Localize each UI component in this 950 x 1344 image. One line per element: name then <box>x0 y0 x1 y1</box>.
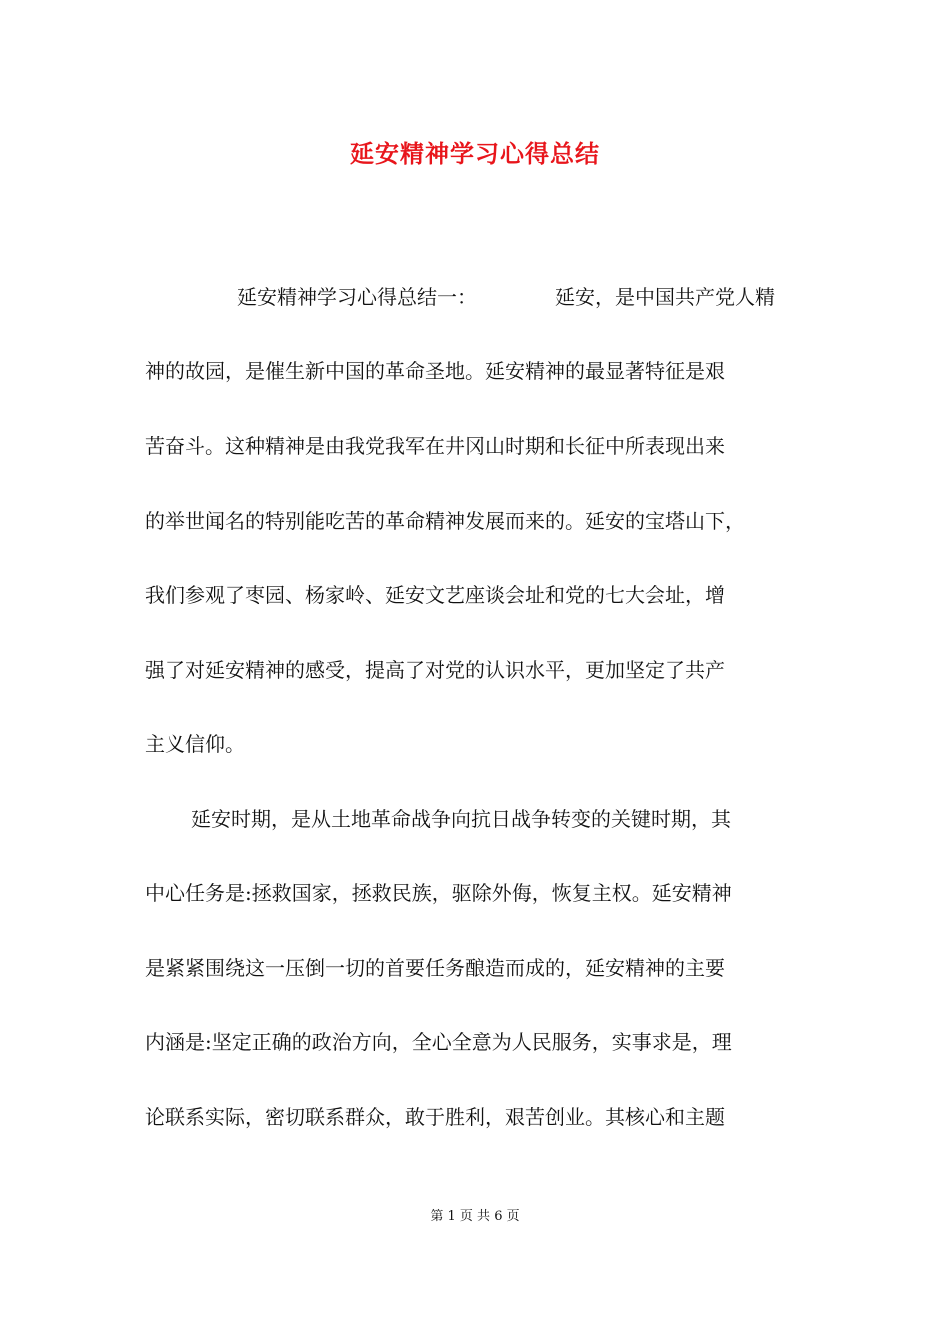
section-label: 延安精神学习心得总结一： <box>237 285 477 309</box>
paragraph-line: 的举世闻名的特别能吃苦的革命精神发展而来的。延安的宝塔山下， <box>145 509 745 533</box>
paragraph-line: 是紧紧围绕这一压倒一切的首要任务酿造而成的，延安精神的主要 <box>145 956 725 980</box>
paragraph-line: 主义信仰。 <box>145 732 245 756</box>
page-footer: 第 1 页 共 6 页 <box>430 1209 520 1224</box>
paragraph-line: 我们参观了枣园、杨家岭、延安文艺座谈会址和党的七大会址，增 <box>145 583 725 607</box>
paragraph-line: 延安时期，是从土地革命战争向抗日战争转变的关键时期，其 <box>191 807 731 831</box>
paragraph-line: 中心任务是:拯救国家，拯救民族，驱除外侮，恢复主权。延安精神 <box>145 881 732 905</box>
paragraph-line: 论联系实际，密切联系群众，敢于胜利，艰苦创业。其核心和主题 <box>145 1105 725 1129</box>
paragraph-line: 延安，是中国共产党人精 <box>555 285 775 309</box>
document-title: 延安精神学习心得总结 <box>350 139 600 168</box>
paragraph-line: 苦奋斗。这种精神是由我党我军在井冈山时期和长征中所表现出来 <box>145 434 725 458</box>
paragraph-line: 内涵是:坚定正确的政治方向，全心全意为人民服务，实事求是，理 <box>145 1030 732 1054</box>
paragraph-line: 神的故园，是催生新中国的革命圣地。延安精神的最显著特征是艰 <box>145 359 725 383</box>
paragraph-line: 强了对延安精神的感受，提高了对党的认识水平，更加坚定了共产 <box>145 658 725 682</box>
